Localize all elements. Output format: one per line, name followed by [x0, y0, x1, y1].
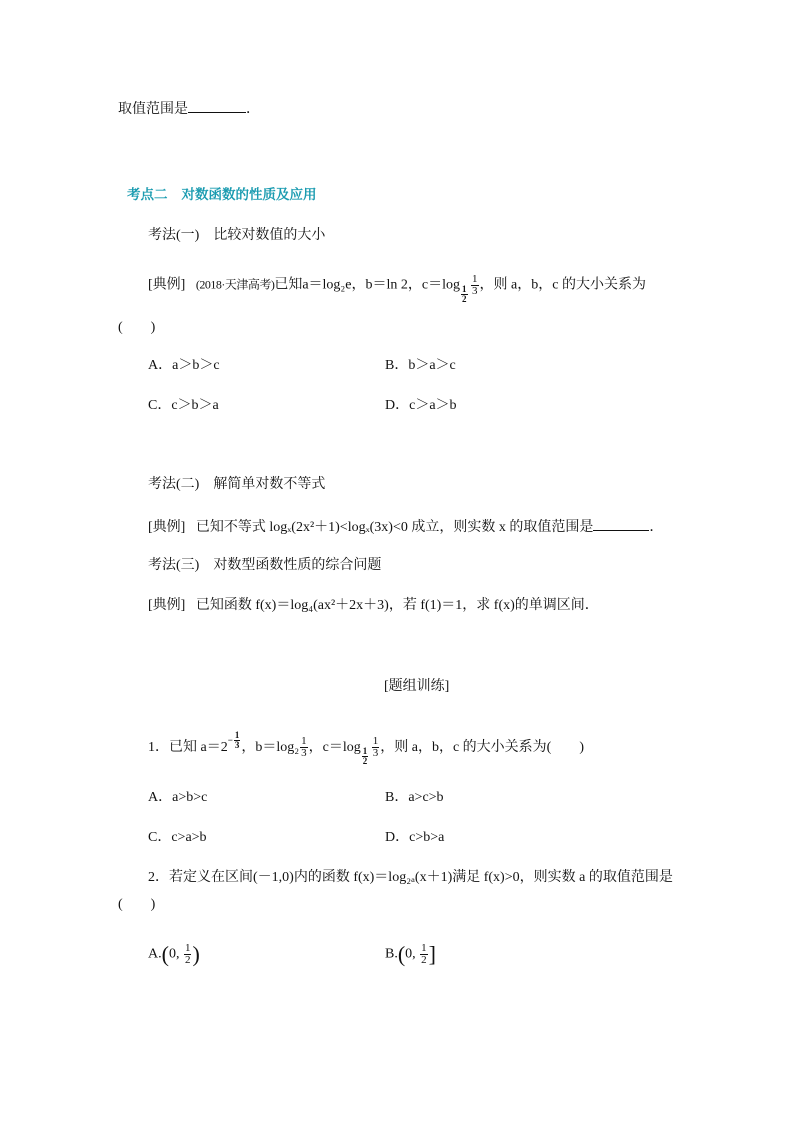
- option-b: B．b＞a＞c: [385, 358, 456, 373]
- example-tag: [典例]: [148, 277, 186, 293]
- example-tag: [典例]: [148, 520, 186, 535]
- method3-title: 考法(三) 对数型函数性质的综合问题: [148, 558, 382, 573]
- option-label: B.: [385, 946, 398, 962]
- example-tail: ，则 a，b，c 的大小关系为: [479, 277, 646, 293]
- example-stem: 已知函数 f(x)＝log₄(ax²＋2x＋3)，若 f(1)＝1，求 f(x)的单调区间．: [195, 598, 599, 613]
- option-label: A.: [148, 946, 162, 962]
- q1-c: ，c＝log: [308, 740, 361, 755]
- example-tag: [典例]: [148, 598, 186, 613]
- q1-b: ，b＝log₂: [241, 740, 300, 755]
- example-stem: 已知a＝log₂e，b＝ln 2，c＝log: [274, 277, 461, 293]
- q1-option-a: A．a>b>c: [148, 790, 208, 805]
- q2-option-a: [148, 943, 200, 966]
- c-arg-fraction: $\frac{1}{3}$: [372, 735, 379, 760]
- question-1: [148, 730, 584, 767]
- section-number: 考点二: [127, 187, 168, 202]
- answer-blank: [188, 98, 246, 113]
- example-stem: 已知不等式 logₓ(2x²＋1)<logₓ(3x)<0 成立，则实数 x 的取值范围是: [195, 520, 594, 535]
- method2-title: 考法(二) 解简单对数不等式: [148, 477, 326, 492]
- q2-option-b: [385, 943, 436, 966]
- option-d: D．c＞a＞b: [385, 398, 457, 413]
- left-bracket: (: [397, 941, 406, 967]
- option-a: A．a＞b＞c: [148, 358, 220, 373]
- q1-option-c: C．c>a>b: [148, 830, 207, 845]
- answer-blank: [593, 516, 649, 531]
- answer-paren: ( ): [118, 320, 156, 335]
- section-title: 对数函数的性质及应用: [181, 187, 317, 202]
- b-arg-fraction: $\frac{1}{3}$: [301, 735, 307, 760]
- q1-tail: ，则 a，b，c 的大小关系为( ): [380, 740, 585, 755]
- half-fraction: $\frac{1}{2}$: [421, 942, 427, 966]
- source-citation: (2018·天津高考): [195, 277, 275, 292]
- method1-title: 考法(一) 比较对数值的大小: [148, 228, 326, 243]
- half-fraction: $\frac{1}{2}$: [184, 942, 191, 966]
- left-bracket: (: [161, 941, 169, 967]
- section-heading: [127, 185, 317, 205]
- exponent: − $\frac{1}{3}$: [227, 730, 240, 751]
- interval-start: 0,: [168, 946, 180, 962]
- interval-start: 0,: [405, 946, 416, 962]
- option-c: C．c＞b＞a: [148, 398, 219, 413]
- method1-example: [148, 274, 646, 305]
- right-bracket: ): [192, 941, 200, 967]
- method2-example: [148, 516, 663, 538]
- question-2: 2．若定义在区间(－1,0)内的函数 f(x)＝log₂ₐ(x＋1)满足 f(x)>0，则实数 a 的取值范围是: [148, 870, 673, 885]
- prev-question-text: 取值范围是: [118, 102, 188, 117]
- q1-option-d: D．c>b>a: [385, 830, 445, 845]
- method3-example: [148, 596, 599, 616]
- prev-question-tail: [118, 98, 260, 120]
- c-base-fraction: $\frac{1}{2}$: [362, 746, 368, 766]
- q1-option-b: B．a>c>b: [385, 790, 444, 805]
- period: ．: [649, 520, 664, 535]
- q1-prefix: 1．已知 a＝2: [148, 740, 228, 755]
- training-title: [题组训练]: [384, 679, 450, 694]
- right-bracket: ]: [428, 941, 436, 967]
- log-arg-fraction: $\frac{1}{3}$: [472, 273, 478, 297]
- period: ．: [246, 102, 260, 117]
- q2-answer-paren: ( ): [118, 897, 156, 912]
- log-base-fraction: $\frac{1}{2}$: [462, 283, 467, 304]
